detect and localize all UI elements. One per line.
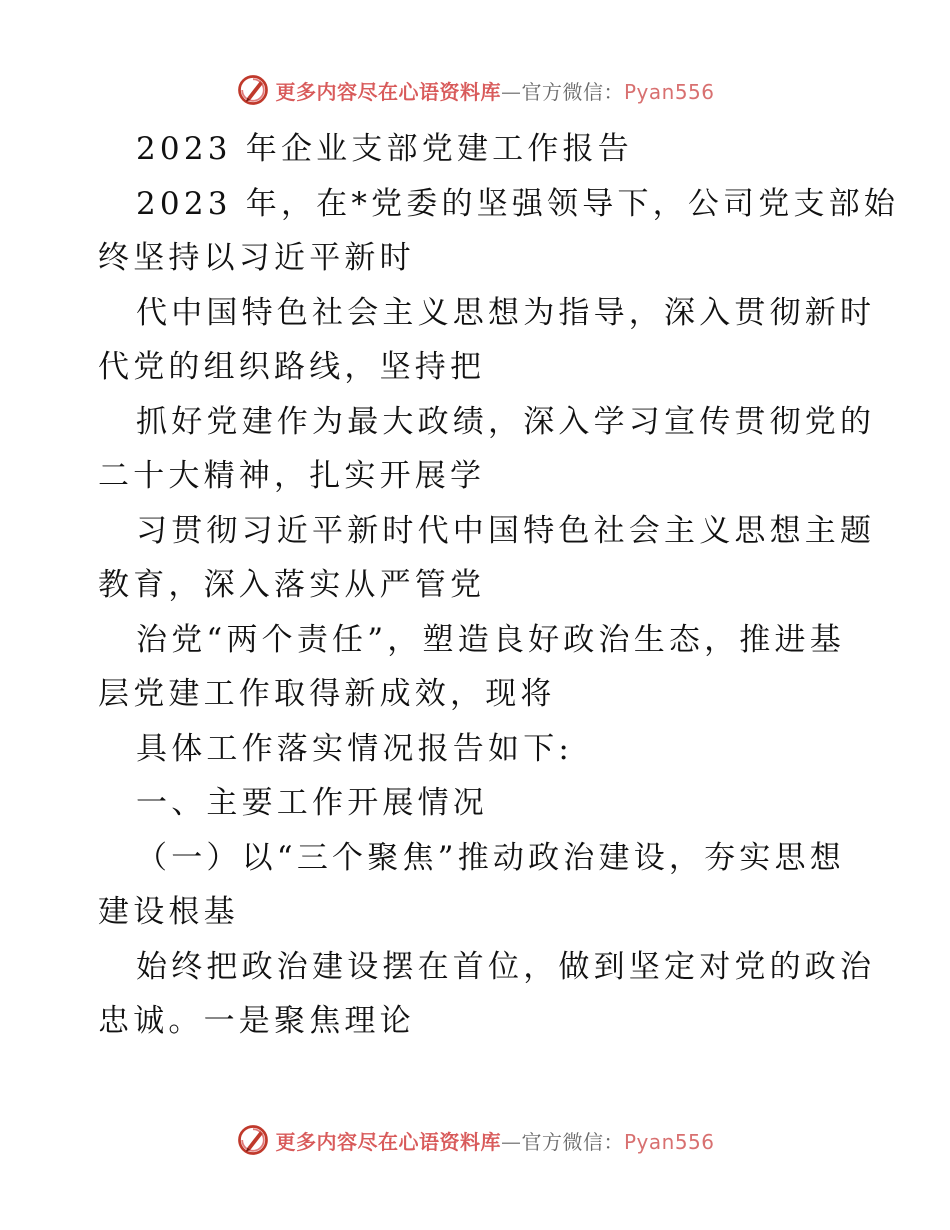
paragraph-line: 始终把政治建设摆在首位，做到坚定对党的政治 bbox=[136, 948, 876, 985]
document-body bbox=[0, 122, 950, 1049]
subsection-heading-cont: 建设根基 bbox=[98, 894, 239, 930]
paragraph-line: 忠诚。一是聚焦理论 bbox=[98, 1003, 415, 1039]
watermark-label: 官方微信： bbox=[521, 79, 624, 104]
subsection-heading: （一）以“三个聚焦”推动政治建设，夯实思想 bbox=[136, 839, 845, 876]
paragraph-line: 终坚持以习近平新时 bbox=[98, 240, 415, 276]
watermark-label: 官方微信： bbox=[521, 1129, 624, 1154]
watermark-account: Pyan556 bbox=[623, 79, 715, 104]
paragraph-line: 层党建工作取得新成效，现将 bbox=[98, 676, 556, 712]
footer-watermark bbox=[0, 1120, 950, 1160]
paragraph-line: 具体工作落实情况报告如下: bbox=[136, 730, 574, 767]
paragraph-line: 治党“两个责任”，塑造良好政治生态，推进基 bbox=[136, 621, 845, 658]
watermark-account: Pyan556 bbox=[623, 1129, 715, 1154]
watermark-separator: — bbox=[500, 79, 522, 104]
paragraph-line: 教育，深入落实从严管党 bbox=[98, 567, 486, 603]
paragraph-line: 抓好党建作为最大政绩，深入学习宣传贯彻党的 bbox=[136, 403, 876, 440]
red-spiral-pen-logo-icon bbox=[235, 1122, 271, 1158]
red-spiral-pen-logo-icon bbox=[235, 72, 271, 108]
paragraph-line: 代中国特色社会主义思想为指导，深入贯彻新时 bbox=[136, 294, 876, 331]
paragraph-line: 2023 年，在*党委的坚强领导下，公司党支部始 bbox=[136, 185, 900, 222]
paragraph-line: 习贯彻习近平新时代中国特色社会主义思想主题 bbox=[136, 512, 876, 549]
watermark-text bbox=[275, 1126, 714, 1155]
header-watermark bbox=[0, 70, 950, 110]
watermark-text bbox=[275, 76, 714, 105]
watermark-brand: 更多内容尽在心语资料库 bbox=[275, 79, 501, 104]
document-title: 2023 年企业支部党建工作报告 bbox=[136, 131, 633, 167]
paragraph-line: 二十大精神，扎实开展学 bbox=[98, 458, 486, 494]
watermark-separator: — bbox=[500, 1129, 522, 1154]
section-heading: 一、主要工作开展情况 bbox=[136, 785, 488, 821]
watermark-brand: 更多内容尽在心语资料库 bbox=[275, 1129, 501, 1154]
paragraph-line: 代党的组织路线，坚持把 bbox=[98, 349, 486, 385]
